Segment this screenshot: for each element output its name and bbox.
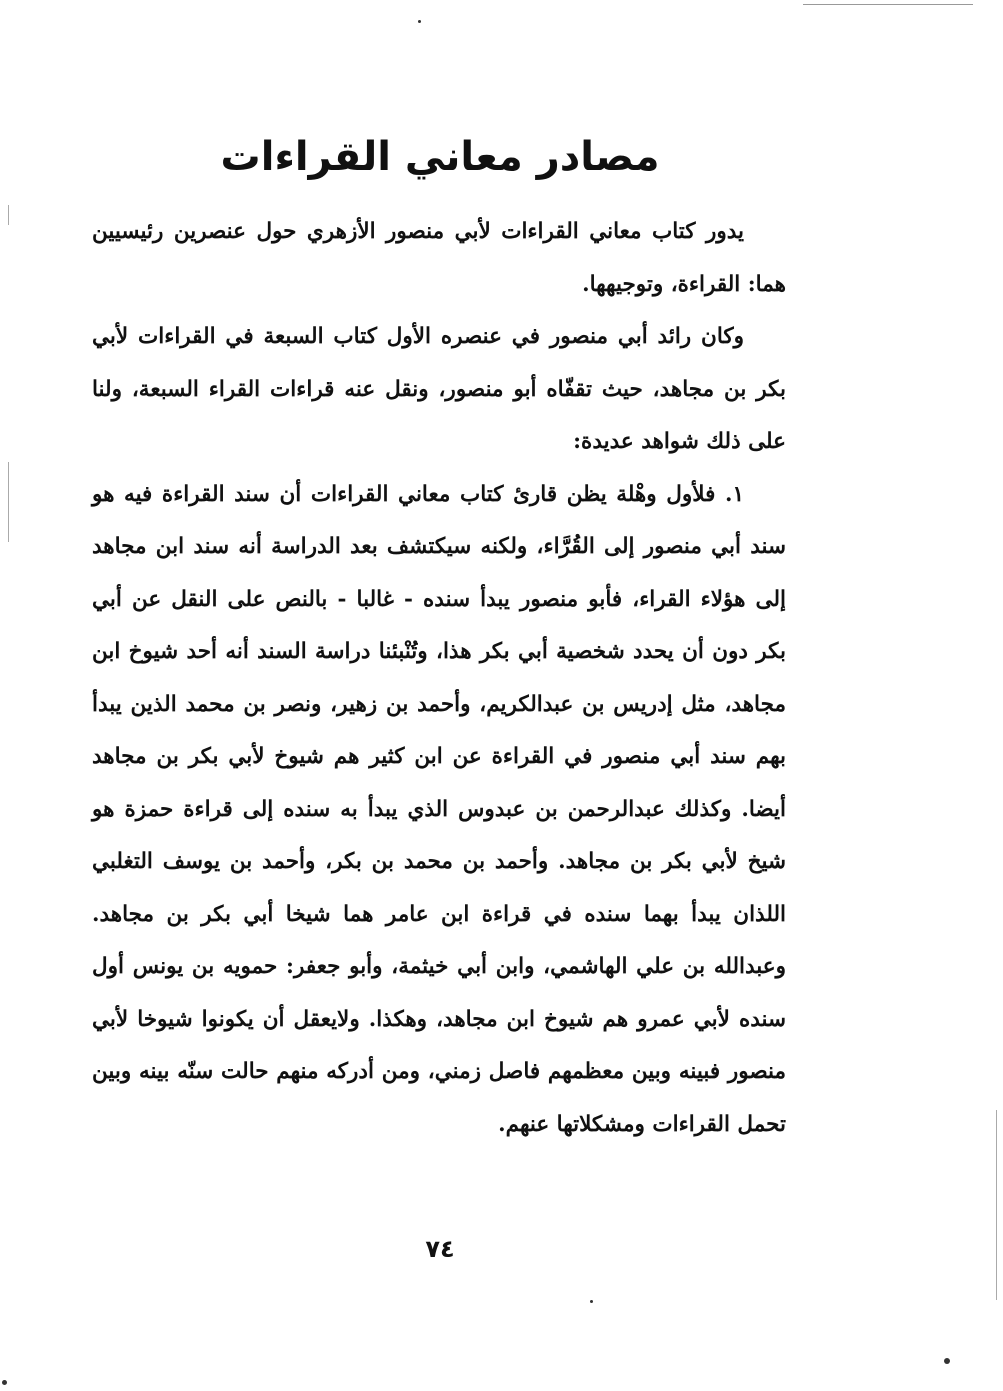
paragraph-evidence-1: ١. فلأول وهْلة يظن قارئ كتاب معاني القراءات أن سند القراءة فيه هو سند أبي منصور إلى القُرَّاء، ولكنه سيكتشف بعد الدراسة أنه سند ابن مجاهد إلى هؤلاء القراء، فأبو منصور يبدأ سنده - غالبا - بالنص على النقل عن أبي بكر دون أن يحدد شخصية أبي بكر هذا، وتُنْبئنا دراسة السند أنه أحد شيوخ ابن مجاهد، مثل إدريس بن عبدالكريم، وأحمد بن زهير، ونصر بن محمد الذين يبدأ بهم سند أبي منصور في القراءة عن ابن كثير هم شيوخ لأبي بكر بن مجاهد أيضا. وكذلك عبدالرحمن بن عبدوس الذي يبدأ به سنده إلى قراءة حمزة هو شيخ لأبي بكر بن مجاهد. وأحمد بن محمد بن بكر، وأحمد بن يوسف التغلبي اللذان يبدأ بهما سنده في قراءة ابن عامر هما شيخا أبي بكر بن مجاهد. وعبدالله بن علي الهاشمي، وابن أبي خيثمة، وأبو جعفر: حمويه بن يونس أول سنده لأبي عمرو هم شيوخ ابن مجاهد، وهكذا. ولايعقل أن يكونوا شيوخا لأبي منصور فبينه وبين معظمهم فاصل زمني، ومن أدركه منهم حالت سنّه بينه وبين تحمل القراءات ومشكلاتها عنهم. (92, 481, 786, 1137)
scan-speck (2, 1380, 7, 1385)
body-text (92, 206, 786, 1151)
top-edge-rule (803, 4, 973, 5)
paragraph-intro: يدور كتاب معاني القراءات لأبي منصور الأزهري حول عنصرين رئيسيين هما: القراءة، وتوجيهها. (92, 219, 786, 297)
scan-speck (590, 1300, 593, 1303)
left-margin-mark (8, 205, 9, 225)
scan-speck (418, 20, 421, 23)
page-title: مصادر معاني القراءات (220, 133, 660, 180)
scan-speck (944, 1358, 950, 1364)
left-margin-mark (8, 462, 9, 542)
page-number: ٧٤ (425, 1235, 455, 1263)
right-margin-mark (996, 1110, 997, 1300)
paragraph-source: وكان رائد أبي منصور في عنصره الأول كتاب السبعة في القراءات لأبي بكر بن مجاهد، حيث تقفّاه أبو منصور، ونقل عنه قراءات القراء السبعة، ولنا على ذلك شواهد عديدة: (92, 324, 786, 454)
